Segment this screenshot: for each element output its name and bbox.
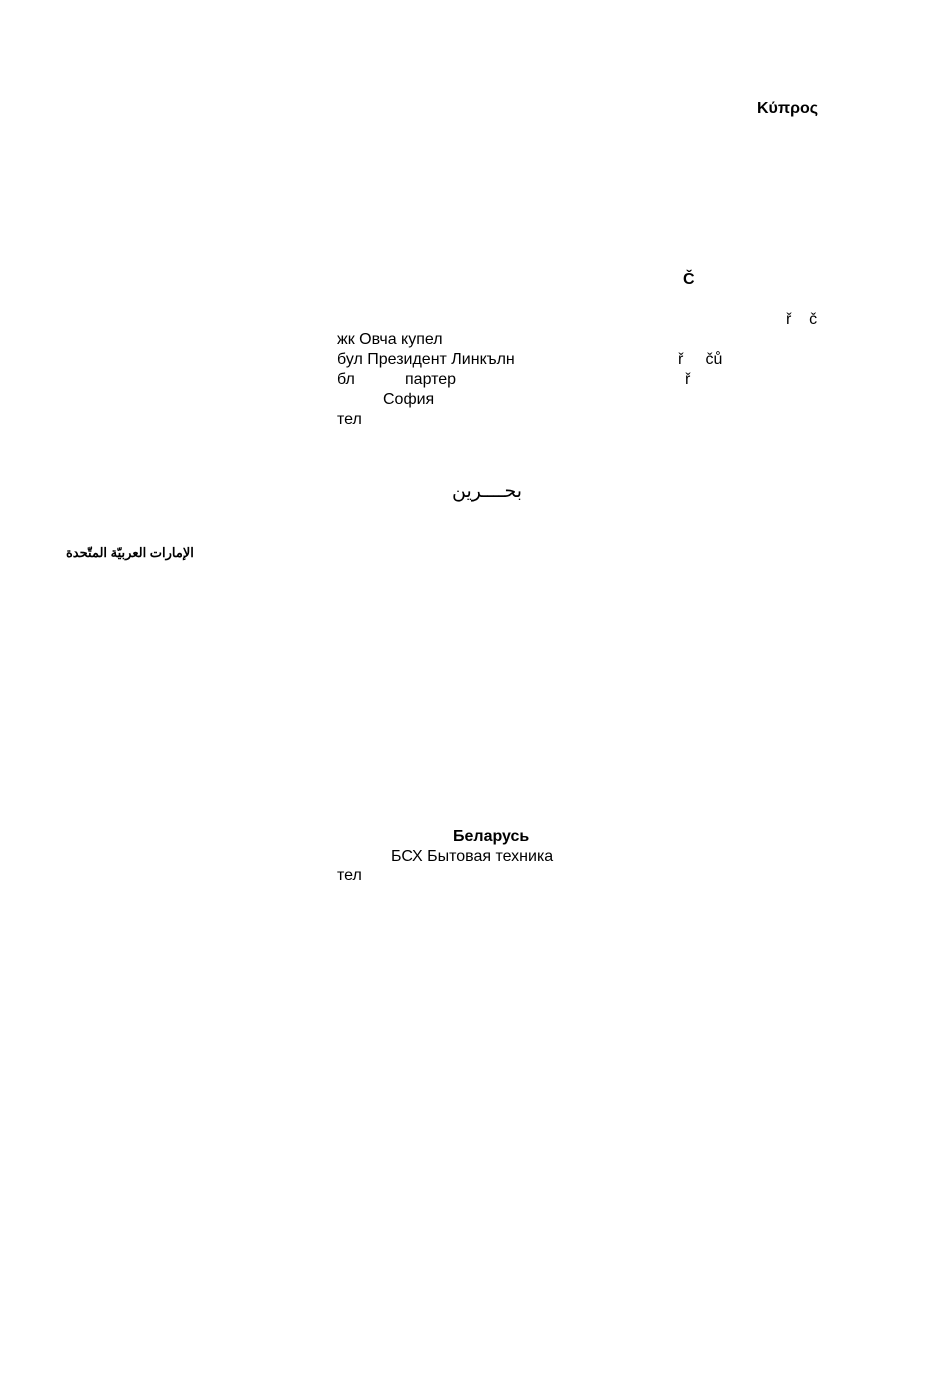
bulgaria-address-line-3b: партер — [405, 371, 457, 388]
bulgaria-city: София — [383, 391, 435, 408]
czech-line-2: ř čů — [678, 351, 723, 368]
belarus-phone-label: тел — [337, 867, 362, 884]
bahrain-heading: بحــــرين — [452, 481, 523, 502]
uae-heading: الإمارات العربيّة المتّحدة — [66, 545, 194, 560]
bulgaria-address-line-2: бул Президент Линкълн — [337, 351, 515, 368]
czech-line-3: ř — [685, 371, 691, 388]
czech-line-1: ř č — [786, 311, 818, 328]
belarus-heading: Беларусь — [453, 828, 530, 845]
belarus-line-1: БСХ Бытовая техника — [391, 848, 554, 865]
bulgaria-address-line-3a: бл — [337, 371, 355, 388]
bulgaria-phone-label: тел — [337, 411, 362, 428]
cyprus-heading: Κύπρος — [757, 100, 819, 117]
bulgaria-address-line-1: жк Овча купел — [337, 331, 443, 348]
czech-heading: Č — [683, 271, 695, 288]
